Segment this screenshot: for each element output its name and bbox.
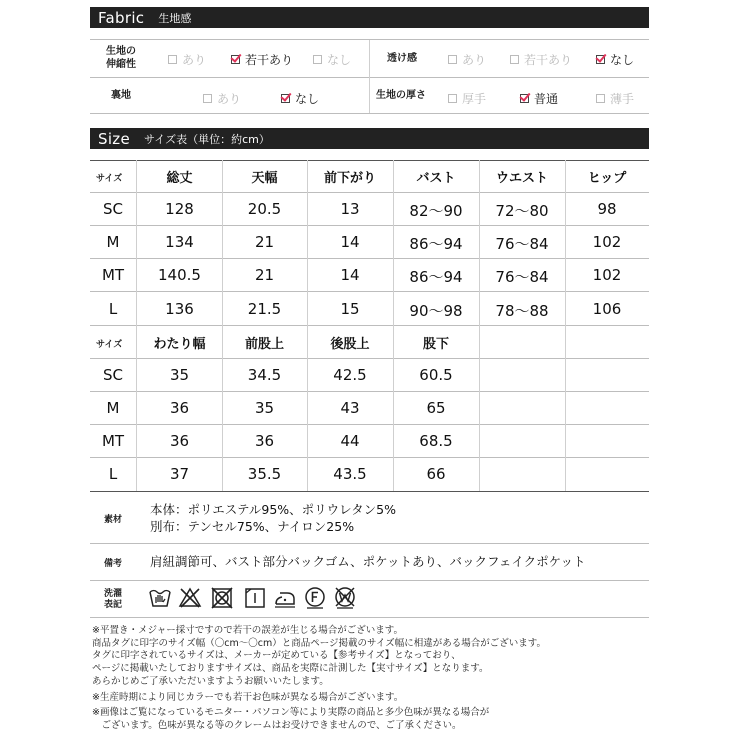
note-line: ※画像はご覧になっているモニター・パソコン等により実際の商品と多少色味が異なる場合が: [92, 707, 490, 719]
thickness-option-normal: 普通: [520, 90, 558, 107]
thickness-label: 生地の厚さ: [376, 90, 426, 101]
divider: [90, 543, 649, 544]
note-line: あらかじめご了承いただいますようお願いいたします。: [92, 675, 329, 687]
divider: [90, 580, 649, 581]
checkbox-icon: [596, 94, 605, 103]
header-waist: ウエスト: [495, 171, 548, 186]
header-front-drop: 前下がり: [323, 171, 376, 186]
sheer-option-yes: あり: [448, 51, 486, 68]
fabric-title: Fabric: [98, 8, 145, 27]
no-bleach-icon: [178, 586, 202, 610]
divider: [90, 617, 649, 618]
stretch-label: 生地の 伸縮性: [106, 46, 136, 70]
size-section-header: [90, 128, 649, 149]
checkmark-icon: [231, 55, 240, 64]
material-line-main: 本体：ポリエステル95%、ポリウレタン5%: [150, 502, 396, 517]
checkmark-icon: [281, 94, 290, 103]
stretch-option-yes: あり: [168, 51, 206, 68]
checkbox-icon: [448, 94, 457, 103]
notes-block: [92, 625, 652, 733]
sheer-option-slight: 若干あり: [510, 51, 572, 68]
sheer-label: 透け感: [387, 53, 417, 64]
divider: [369, 40, 370, 113]
note-line: ページに掲載いたしておりますサイズは、商品を実際に計測した【実寸サイズ】となります。: [92, 663, 489, 675]
hand-wash-icon: [148, 586, 172, 610]
material-label: 素材: [104, 515, 123, 525]
fabric-subtitle: 生地感: [158, 11, 192, 25]
checkbox-icon: [203, 94, 212, 103]
header-hip: ヒップ: [587, 171, 627, 186]
lining-label: 裏地: [111, 90, 131, 101]
header-thigh-width: わたり幅: [153, 337, 206, 352]
note-line: ございます。色味が異なる等のクレームはお受けできませんので、ご了承ください。: [92, 719, 462, 731]
remarks-label: 備考: [104, 559, 123, 569]
stretch-option-no: なし: [313, 51, 351, 68]
size-column-label: サイズ: [96, 340, 123, 350]
thickness-option-thin: 薄手: [596, 90, 634, 107]
checkmark-icon: [596, 55, 605, 64]
note-line: タグに印字されているサイズは、メーカーが定めている【参考サイズ】となっており、: [92, 650, 461, 662]
dry-clean-f-icon: [303, 586, 327, 610]
care-label: 洗濯 表記: [104, 589, 123, 610]
remarks-text: 肩紐調節可、バスト部分バックゴム、ポケットあり、バックフェイクポケット: [150, 554, 586, 569]
header-top-width: 天幅: [251, 171, 278, 186]
size-subtitle: サイズ表（単位：約cm）: [144, 132, 270, 146]
fabric-section-header: [90, 7, 649, 28]
thickness-option-thick: 厚手: [448, 90, 486, 107]
stretch-option-slight: 若干あり: [231, 51, 293, 68]
note-line: 商品タグに印字のサイズ幅（〇cm〜〇cm）と商品ページ掲載のサイズ幅に相違がある場合がございます。: [92, 637, 546, 649]
sheer-option-no: なし: [596, 51, 634, 68]
checkbox-icon: [313, 55, 322, 64]
divider: [90, 113, 649, 114]
header-front-rise: 前股上: [244, 337, 284, 352]
header-bust: バスト: [416, 171, 456, 186]
note-line: ※生産時期により同じカラーでも若干お色味が異なる場合がございます。: [92, 691, 404, 703]
checkbox-icon: [510, 55, 519, 64]
no-wet-clean-icon: [333, 586, 357, 610]
header-total-length: 総丈: [166, 171, 193, 186]
checkmark-icon: [520, 94, 529, 103]
note-line: ※平置き・メジャー採寸ですので若干の誤差が生じる場合がございます。: [92, 625, 404, 636]
iron-low-icon: [273, 586, 297, 610]
divider: [90, 491, 649, 492]
lining-option-no: なし: [281, 90, 319, 107]
checkbox-icon: [448, 55, 457, 64]
header-back-rise: 後股上: [330, 337, 370, 352]
lining-option-yes: あり: [203, 90, 241, 107]
material-line-sub: 別布：テンセル75%、ナイロン25%: [150, 519, 355, 534]
size-column-label: サイズ: [96, 174, 123, 184]
checkbox-icon: [168, 55, 177, 64]
header-inseam: 股下: [422, 337, 449, 352]
line-dry-icon: [243, 586, 267, 610]
no-tumble-dry-icon: [210, 586, 234, 610]
size-title: Size: [98, 129, 130, 148]
